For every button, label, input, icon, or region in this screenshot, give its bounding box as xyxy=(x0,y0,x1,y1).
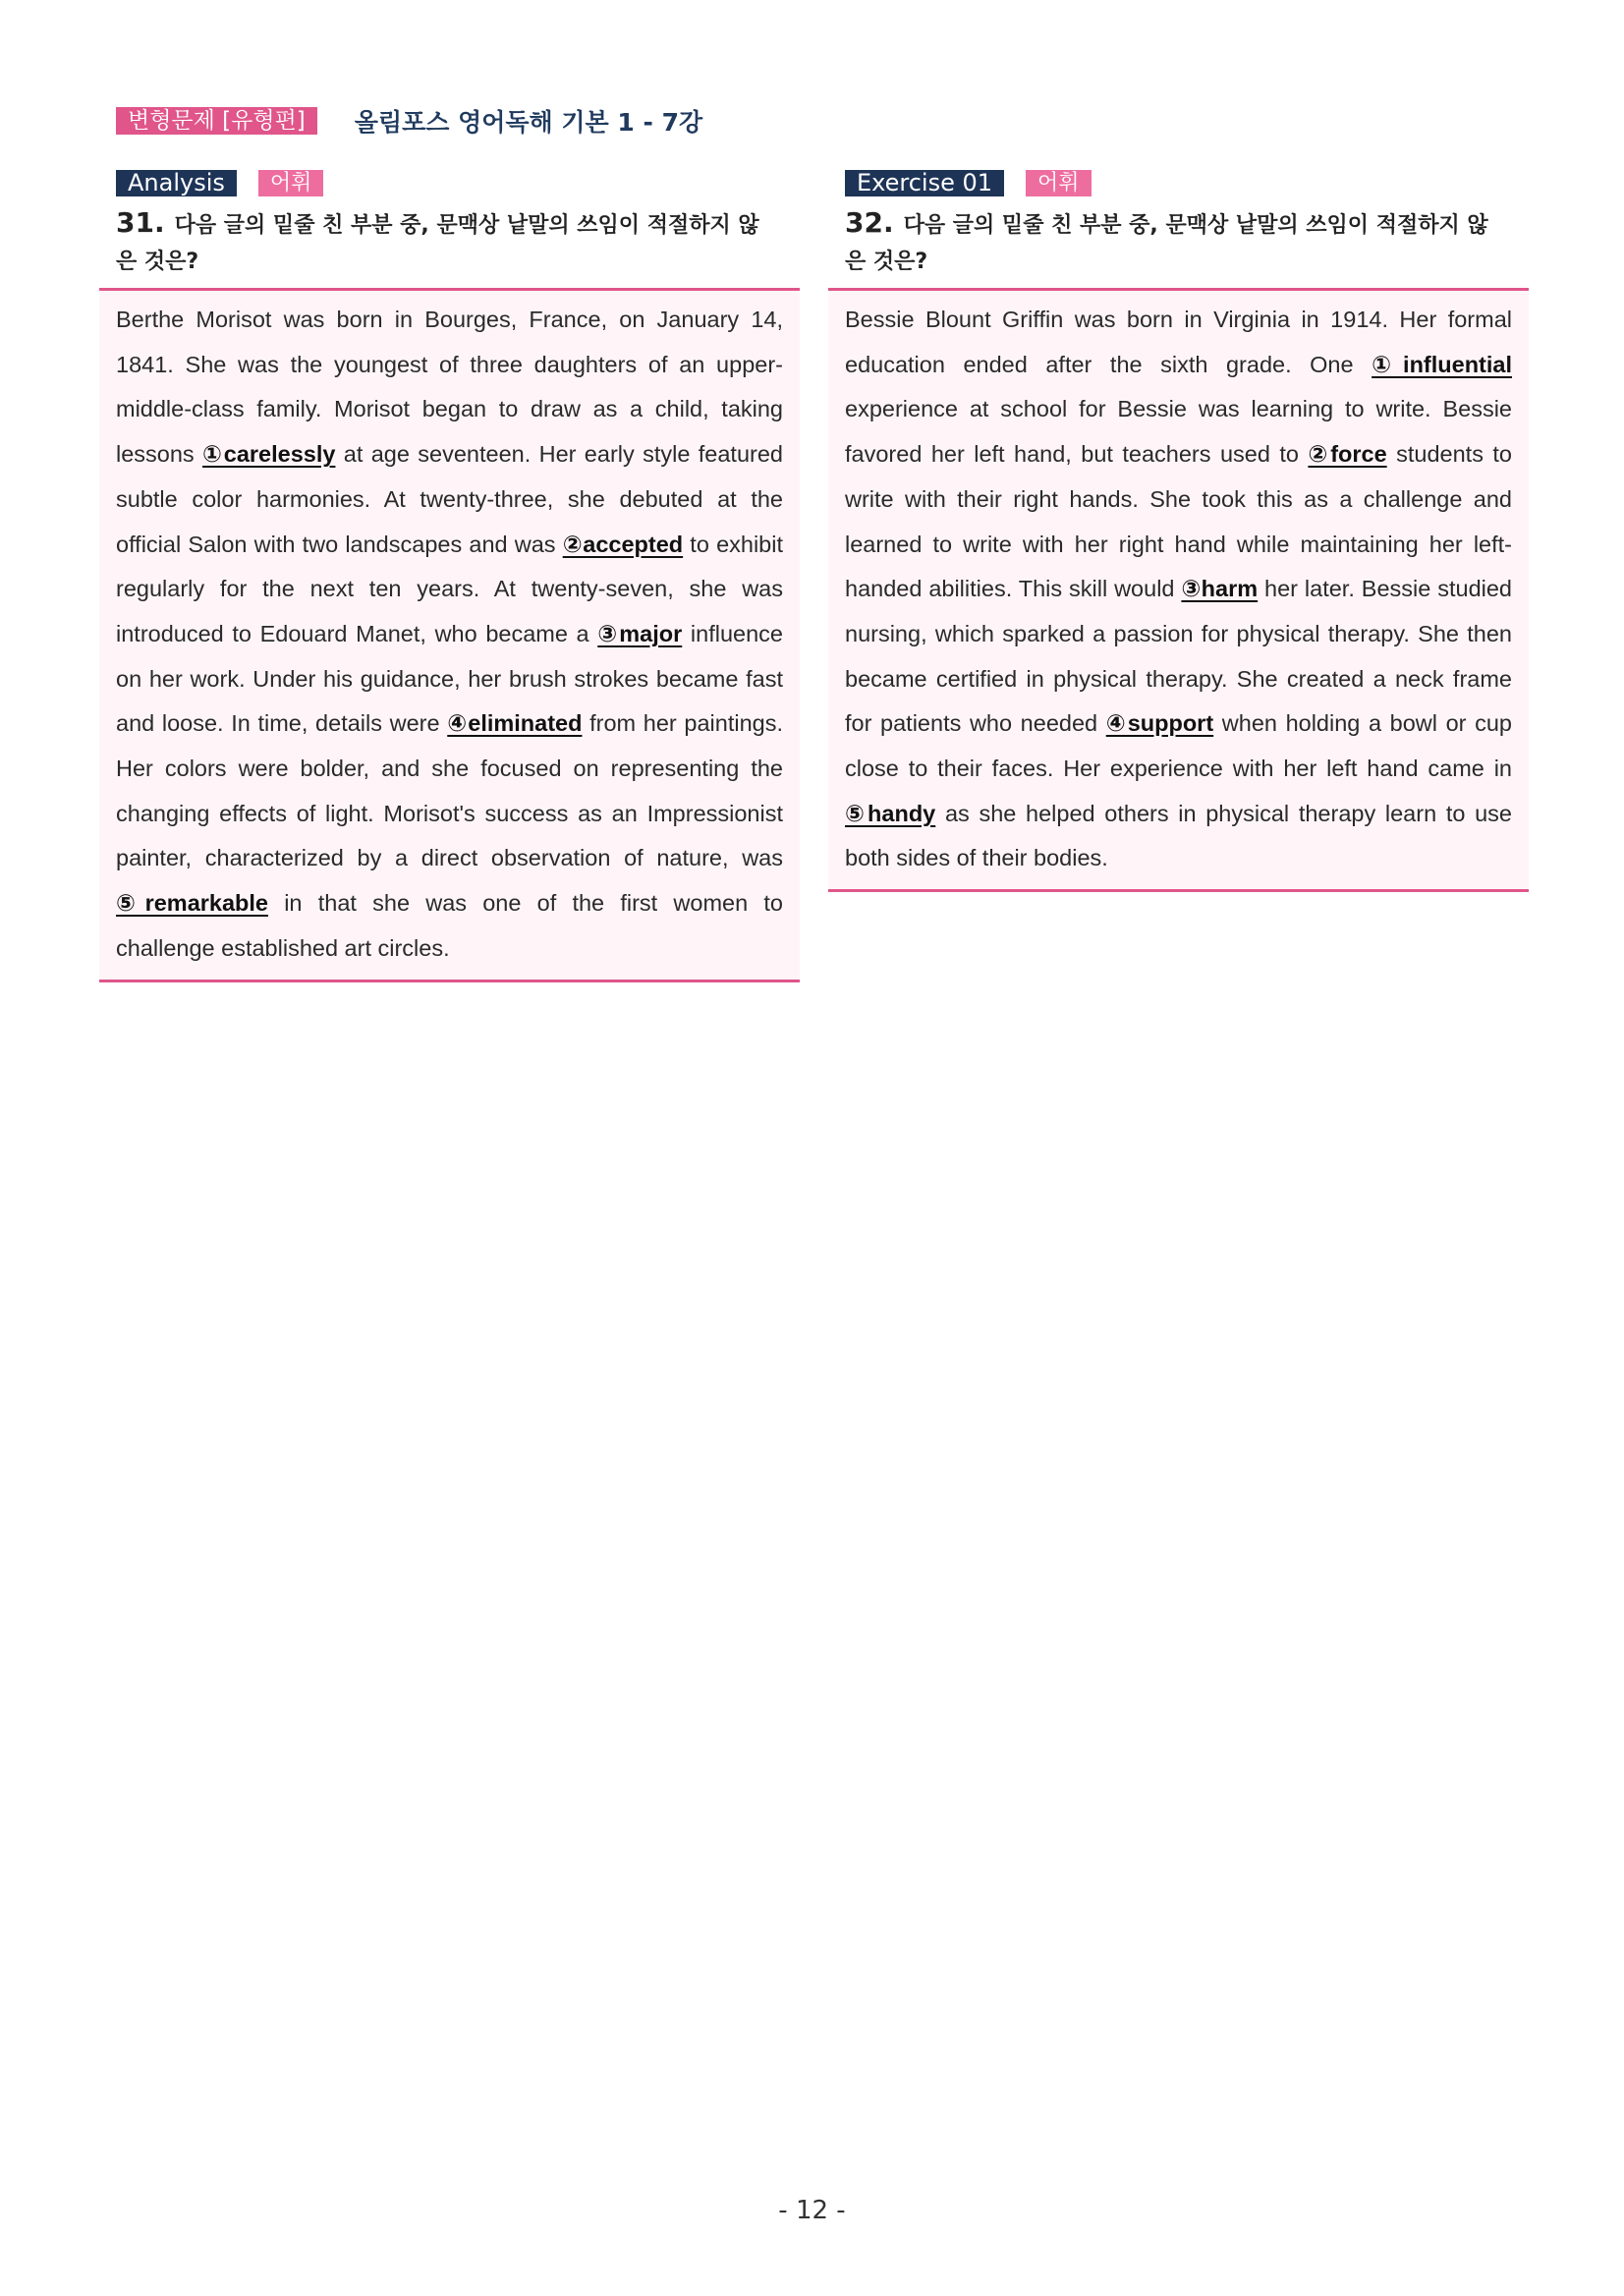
passage-text: influence on her work. Under his guidance, her brush strokes became fast and loose. In time, details were xyxy=(116,620,783,737)
section-tag: 변형문제 [유형편] xyxy=(116,107,317,135)
header-title: 올림포스 영어독해 기본 1 - 7강 xyxy=(354,108,703,137)
question-31-column xyxy=(99,169,800,982)
page-number: - 12 - xyxy=(778,2196,846,2225)
passage-text: in that she was one of the first women to challenge established art circles. xyxy=(116,890,783,961)
passage-text: from her paintings. Her colors were bolder, and she focused on representing the changing effects of light. Morisot's success as an Impressionist painter, characterized by a direct observation of nature, was xyxy=(116,710,784,871)
underlined-choice-1: ①carelessly xyxy=(202,441,336,468)
question-number: 31. xyxy=(116,206,165,239)
vocab-badge: 어휘 xyxy=(258,170,324,196)
question-32-badges xyxy=(828,169,1529,196)
passage-text: when holding a bowl or cup close to their faces. Her experience with her left hand came in xyxy=(845,710,1512,782)
question-31-prompt xyxy=(99,204,764,280)
underlined-choice-1: ①influential xyxy=(1372,351,1513,377)
passage-text: experience at school for Bessie was learning to write. Bessie favored her left hand, but teachers used to xyxy=(845,396,1512,468)
passage-text: at age seventeen. Her early style featured subtle color harmonies. At twenty-three, she debuted at the official Salon with two landscapes and was xyxy=(116,441,783,557)
analysis-badge: Analysis xyxy=(116,170,237,196)
question-text: 다음 글의 밑줄 친 부분 중, 문맥상 낱말의 쓰임이 적절하지 않은 것은? xyxy=(845,213,1488,274)
passage-32 xyxy=(828,288,1529,892)
exercise-badge: Exercise 01 xyxy=(845,170,1004,196)
question-32-column xyxy=(828,169,1529,892)
passage-text: Bessie Blount Griffin was born in Virginia in 1914. Her formal education ended after the sixth grade. One xyxy=(845,307,1512,377)
vocab-badge: 어휘 xyxy=(1026,170,1092,196)
question-31-badges xyxy=(99,169,800,196)
page-header xyxy=(116,104,702,138)
underlined-choice-3: ③harm xyxy=(1181,576,1259,602)
question-text: 다음 글의 밑줄 친 부분 중, 문맥상 낱말의 쓰임이 적절하지 않은 것은? xyxy=(116,213,759,274)
underlined-choice-4: ④support xyxy=(1105,710,1214,737)
underlined-choice-4: ④eliminated xyxy=(447,710,583,737)
passage-text: her later. Bessie studied nursing, which sparked a passion for physical therapy. She then became certified in physical therapy. She created a neck frame for patients who needed xyxy=(845,576,1512,737)
question-number: 32. xyxy=(845,206,894,239)
underlined-choice-5: ⑤remarkable xyxy=(116,890,268,917)
underlined-choice-2: ②accepted xyxy=(562,531,684,557)
passage-31 xyxy=(99,288,800,982)
underlined-choice-3: ③major xyxy=(597,620,683,646)
passage-text: Berthe Morisot was born in Bourges, France, on January 14, 1841. She was the youngest of three daughters of an upper-middle-class family. Morisot began to draw as a child, taking lessons xyxy=(116,307,783,468)
underlined-choice-5: ⑤handy xyxy=(845,800,936,826)
passage-text: as she helped others in physical therapy learn to use both sides of their bodies. xyxy=(845,800,1512,871)
question-32-prompt xyxy=(828,204,1493,280)
passage-text: to exhibit regularly for the next ten years. At twenty-seven, she was introduced to Edouard Manet, who became a xyxy=(116,531,784,646)
underlined-choice-2: ②force xyxy=(1308,441,1387,468)
passage-text: students to write with their right hands. She took this as a challenge and learned to write with her right hand while maintaining her left-handed abilities. This skill would xyxy=(845,441,1512,602)
